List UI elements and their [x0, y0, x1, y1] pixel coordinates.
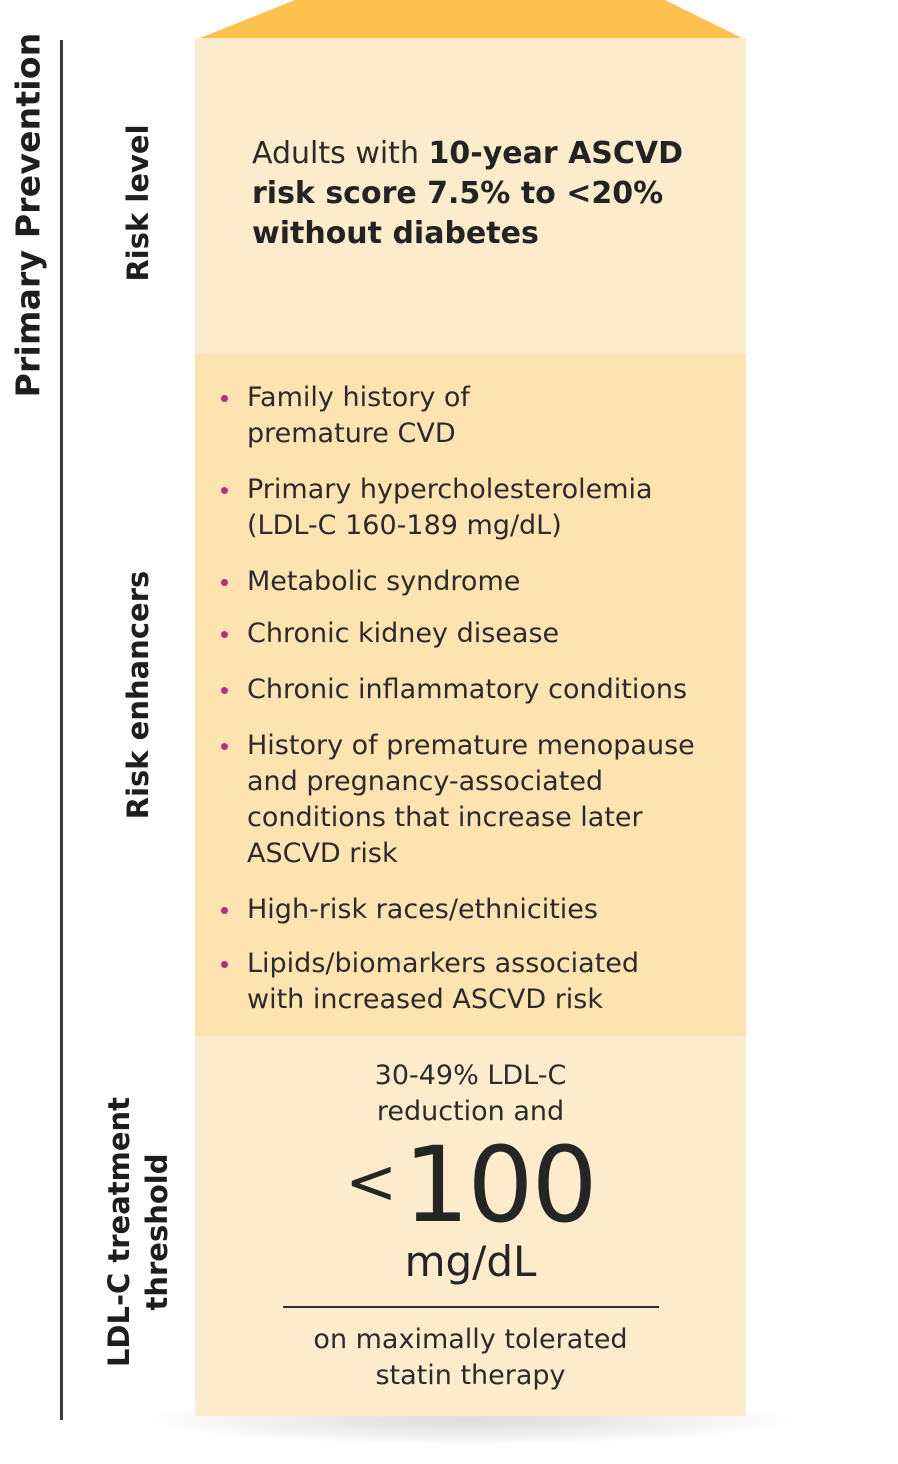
list-item	[219, 564, 739, 600]
risk-level-text	[252, 134, 722, 254]
threshold-divider	[283, 1306, 659, 1308]
risk-enhancers-section	[195, 354, 746, 1036]
threshold-reduction-text	[195, 1058, 746, 1130]
list-item	[219, 672, 739, 708]
bullet-dot	[221, 487, 228, 494]
threshold-line2: reduction and	[376, 1096, 565, 1127]
list-item	[219, 892, 739, 928]
bullet-dot	[221, 907, 228, 914]
bullet-dot	[221, 631, 228, 638]
bullet-dot	[221, 579, 228, 586]
threshold-note-line1: on maximally tolerated	[313, 1324, 628, 1355]
list-item-text: Chronic kidney disease	[247, 618, 560, 649]
threshold-line1: 30-49% LDL-C	[374, 1060, 567, 1091]
ldl-threshold-section	[195, 1036, 746, 1416]
less-than-symbol: <	[345, 1145, 398, 1218]
risk-level-label: Risk level	[121, 124, 155, 282]
ldl-threshold-label-line2: threshold	[140, 1153, 174, 1311]
threshold-note	[195, 1322, 746, 1394]
list-item-text: Family history of premature CVD	[247, 382, 470, 449]
threshold-note-line2: statin therapy	[375, 1360, 566, 1391]
list-item-text: Lipids/biomarkers associated with increased ASCVD risk	[247, 948, 640, 1015]
bullet-dot	[221, 395, 228, 402]
risk-level-criteria: 10-year ASCVD risk score 7.5% to <20% without diabetes	[252, 136, 684, 251]
risk-level-prefix: Adults with	[252, 136, 429, 171]
ldl-threshold-label-line1: LDL-C treatment	[102, 1096, 136, 1368]
list-item-text: History of premature menopause and pregnancy-associated conditions that increase later ASCVD risk	[247, 730, 695, 869]
risk-level-section	[195, 38, 746, 354]
list-item-text: Chronic inflammatory conditions	[247, 674, 688, 705]
list-item-text: Primary hypercholesterolemia (LDL-C 160-189 mg/dL)	[247, 474, 653, 541]
column-roof	[195, 0, 746, 40]
threshold-value	[195, 1124, 746, 1246]
ldl-threshold-label	[100, 1097, 176, 1367]
risk-enhancers-label: Risk enhancers	[121, 570, 155, 820]
list-item	[219, 728, 727, 872]
list-item-text: High-risk races/ethnicities	[247, 894, 598, 925]
roof-shape	[195, 0, 746, 40]
list-item	[219, 946, 697, 1018]
list-item-text: Metabolic syndrome	[247, 566, 521, 597]
vertical-divider	[60, 40, 63, 1420]
bullet-dot	[221, 743, 228, 750]
list-item	[219, 616, 739, 652]
list-item	[219, 380, 497, 452]
list-item	[219, 472, 687, 544]
risk-enhancers-list	[219, 380, 739, 1018]
threshold-unit: mg/dL	[404, 1237, 537, 1286]
bullet-dot	[221, 687, 228, 694]
threshold-number: 100	[403, 1124, 596, 1246]
bullet-dot	[221, 961, 228, 968]
primary-prevention-label: Primary Prevention	[8, 32, 48, 398]
